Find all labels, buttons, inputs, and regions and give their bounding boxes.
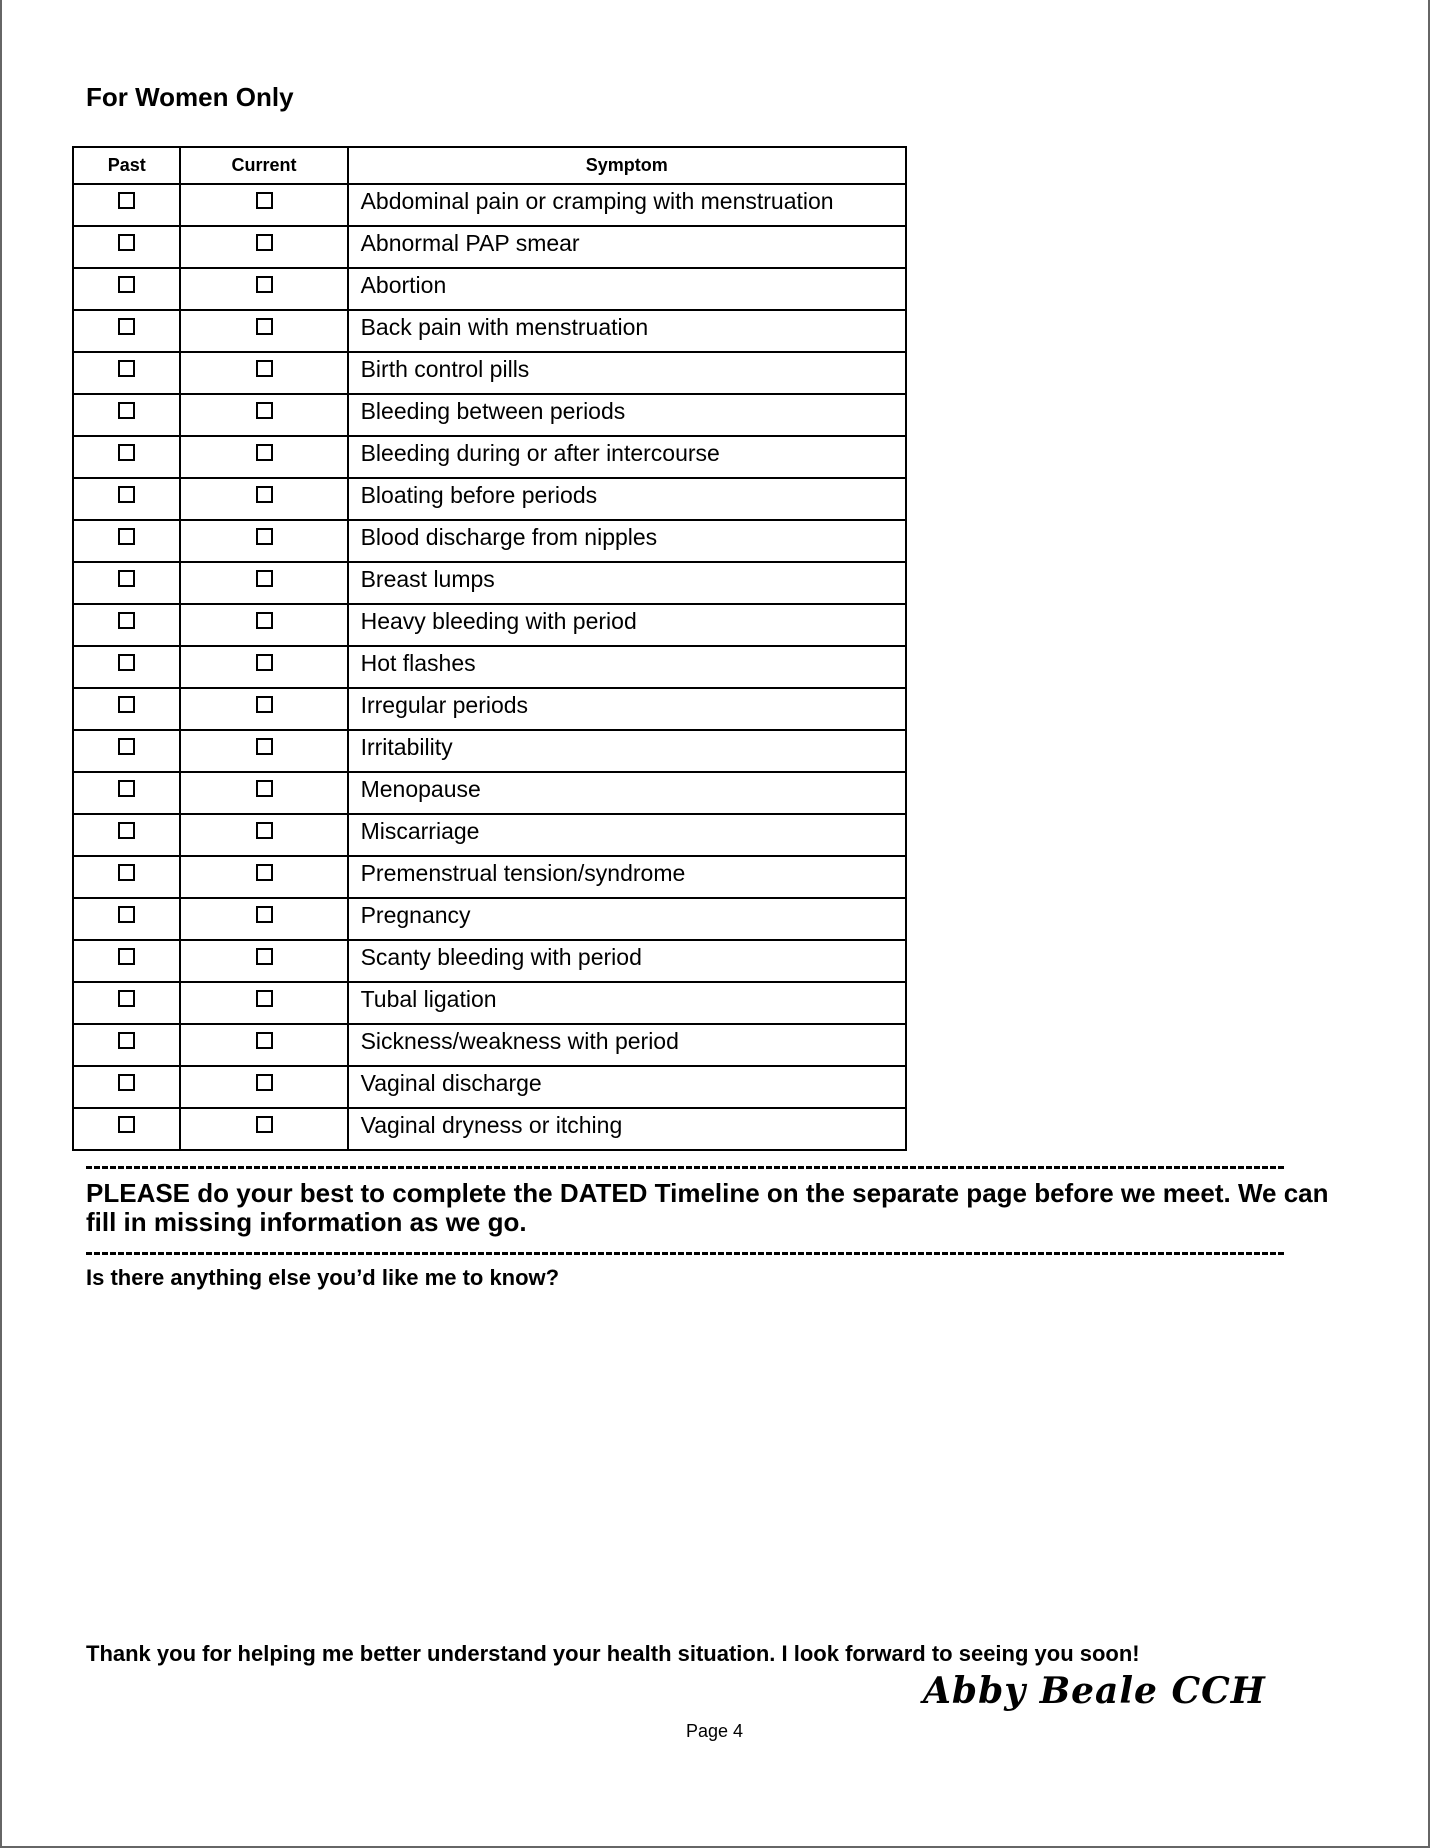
symptom-label: Abnormal PAP smear (348, 226, 906, 268)
past-cell (73, 1066, 180, 1108)
current-checkbox[interactable] (256, 570, 273, 587)
current-cell (180, 814, 347, 856)
current-cell (180, 940, 347, 982)
symptom-label: Menopause (348, 772, 906, 814)
table-row (73, 184, 906, 226)
symptom-label: Bleeding between periods (348, 394, 906, 436)
current-checkbox[interactable] (256, 318, 273, 335)
symptom-label: Abortion (348, 268, 906, 310)
symptom-label: Blood discharge from nipples (348, 520, 906, 562)
current-checkbox[interactable] (256, 402, 273, 419)
tilde-divider (86, 1166, 1286, 1169)
past-checkbox[interactable] (118, 696, 135, 713)
symptom-label: Bleeding during or after intercourse (348, 436, 906, 478)
current-checkbox[interactable] (256, 1116, 273, 1133)
current-cell (180, 730, 347, 772)
section-title: For Women Only (86, 82, 294, 112)
past-cell (73, 940, 180, 982)
past-checkbox[interactable] (118, 276, 135, 293)
past-cell (73, 394, 180, 436)
current-checkbox[interactable] (256, 738, 273, 755)
additional-info-answer-area[interactable] (86, 1300, 1336, 1620)
current-cell (180, 646, 347, 688)
past-cell (73, 268, 180, 310)
symptom-table (72, 146, 907, 1151)
table-row (73, 772, 906, 814)
past-cell (73, 688, 180, 730)
past-cell (73, 982, 180, 1024)
symptom-label: Abdominal pain or cramping with menstruation (348, 184, 906, 226)
current-cell (180, 226, 347, 268)
past-cell (73, 856, 180, 898)
current-checkbox[interactable] (256, 486, 273, 503)
page-number: Page 4 (686, 1721, 744, 1741)
symptom-label: Scanty bleeding with period (348, 940, 906, 982)
symptom-label: Heavy bleeding with period (348, 604, 906, 646)
past-cell (73, 478, 180, 520)
current-checkbox[interactable] (256, 864, 273, 881)
symptom-label: Tubal ligation (348, 982, 906, 1024)
past-checkbox[interactable] (118, 738, 135, 755)
table-row (73, 856, 906, 898)
past-cell (73, 646, 180, 688)
table-row (73, 1024, 906, 1066)
past-checkbox[interactable] (118, 948, 135, 965)
symptom-label: Pregnancy (348, 898, 906, 940)
column-header-current: Current (180, 147, 347, 184)
current-checkbox[interactable] (256, 948, 273, 965)
past-checkbox[interactable] (118, 192, 135, 209)
symptom-label: Vaginal dryness or itching (348, 1108, 906, 1150)
current-checkbox[interactable] (256, 612, 273, 629)
symptom-label: Miscarriage (348, 814, 906, 856)
table-row (73, 688, 906, 730)
past-checkbox[interactable] (118, 570, 135, 587)
table-row (73, 898, 906, 940)
past-checkbox[interactable] (118, 444, 135, 461)
table-row (73, 352, 906, 394)
table-row (73, 310, 906, 352)
current-cell (180, 1108, 347, 1150)
symptom-label: Irritability (348, 730, 906, 772)
current-cell (180, 520, 347, 562)
signature: Abby Beale CCH (923, 1670, 1266, 1712)
table-row (73, 520, 906, 562)
past-checkbox[interactable] (118, 780, 135, 797)
table-row (73, 562, 906, 604)
past-cell (73, 814, 180, 856)
column-header-past: Past (73, 147, 180, 184)
current-cell (180, 268, 347, 310)
current-checkbox[interactable] (256, 1032, 273, 1049)
past-cell (73, 436, 180, 478)
tilde-divider (86, 1252, 1286, 1255)
past-cell (73, 898, 180, 940)
past-checkbox[interactable] (118, 990, 135, 1007)
past-checkbox[interactable] (118, 822, 135, 839)
past-checkbox[interactable] (118, 906, 135, 923)
current-checkbox[interactable] (256, 444, 273, 461)
symptom-label: Sickness/weakness with period (348, 1024, 906, 1066)
table-row (73, 436, 906, 478)
current-cell (180, 310, 347, 352)
past-checkbox[interactable] (118, 528, 135, 545)
column-header-symptom: Symptom (348, 147, 906, 184)
current-cell (180, 352, 347, 394)
table-row (73, 478, 906, 520)
table-row (73, 646, 906, 688)
current-checkbox[interactable] (256, 360, 273, 377)
current-checkbox[interactable] (256, 192, 273, 209)
past-checkbox[interactable] (118, 864, 135, 881)
current-cell (180, 478, 347, 520)
past-cell (73, 730, 180, 772)
symptom-label: Back pain with menstruation (348, 310, 906, 352)
current-cell (180, 1066, 347, 1108)
current-cell (180, 394, 347, 436)
past-checkbox[interactable] (118, 654, 135, 671)
table-row (73, 1108, 906, 1150)
current-checkbox[interactable] (256, 780, 273, 797)
current-checkbox[interactable] (256, 822, 273, 839)
table-row (73, 604, 906, 646)
symptom-label: Hot flashes (348, 646, 906, 688)
symptom-label: Birth control pills (348, 352, 906, 394)
symptom-label: Premenstrual tension/syndrome (348, 856, 906, 898)
past-cell (73, 184, 180, 226)
current-cell (180, 688, 347, 730)
symptom-table-body (73, 184, 906, 1150)
symptom-label: Breast lumps (348, 562, 906, 604)
current-checkbox[interactable] (256, 234, 273, 251)
past-checkbox[interactable] (118, 1074, 135, 1091)
current-checkbox[interactable] (256, 990, 273, 1007)
past-checkbox[interactable] (118, 486, 135, 503)
closing-message: Thank you for helping me better understand your health situation. I look forward to seeing you soon! (86, 1641, 1140, 1666)
past-cell (73, 1108, 180, 1150)
table-row (73, 940, 906, 982)
current-checkbox[interactable] (256, 696, 273, 713)
current-cell (180, 982, 347, 1024)
current-cell (180, 604, 347, 646)
symptom-label: Bloating before periods (348, 478, 906, 520)
table-row (73, 226, 906, 268)
table-row (73, 730, 906, 772)
current-cell (180, 436, 347, 478)
table-row (73, 982, 906, 1024)
past-cell (73, 310, 180, 352)
symptom-label: Irregular periods (348, 688, 906, 730)
current-cell (180, 856, 347, 898)
past-checkbox[interactable] (118, 612, 135, 629)
current-cell (180, 184, 347, 226)
additional-info-question: Is there anything else you’d like me to know? (86, 1265, 560, 1290)
past-cell (73, 604, 180, 646)
past-checkbox[interactable] (118, 402, 135, 419)
past-checkbox[interactable] (118, 1032, 135, 1049)
past-cell (73, 772, 180, 814)
symptom-label: Vaginal discharge (348, 1066, 906, 1108)
current-cell (180, 1024, 347, 1066)
timeline-notice: PLEASE do your best to complete the DATED Timeline on the separate page before we meet. We can fill in missing information as we go. (86, 1178, 1329, 1237)
past-checkbox[interactable] (118, 1116, 135, 1133)
past-cell (73, 352, 180, 394)
current-checkbox[interactable] (256, 654, 273, 671)
current-cell (180, 772, 347, 814)
table-row (73, 1066, 906, 1108)
past-checkbox[interactable] (118, 318, 135, 335)
table-row (73, 394, 906, 436)
past-cell (73, 1024, 180, 1066)
current-checkbox[interactable] (256, 276, 273, 293)
past-checkbox[interactable] (118, 234, 135, 251)
current-cell (180, 562, 347, 604)
table-row (73, 268, 906, 310)
table-header-row (73, 147, 906, 184)
table-row (73, 814, 906, 856)
past-cell (73, 562, 180, 604)
current-checkbox[interactable] (256, 1074, 273, 1091)
past-cell (73, 520, 180, 562)
current-cell (180, 898, 347, 940)
past-cell (73, 226, 180, 268)
past-checkbox[interactable] (118, 360, 135, 377)
current-checkbox[interactable] (256, 528, 273, 545)
current-checkbox[interactable] (256, 906, 273, 923)
